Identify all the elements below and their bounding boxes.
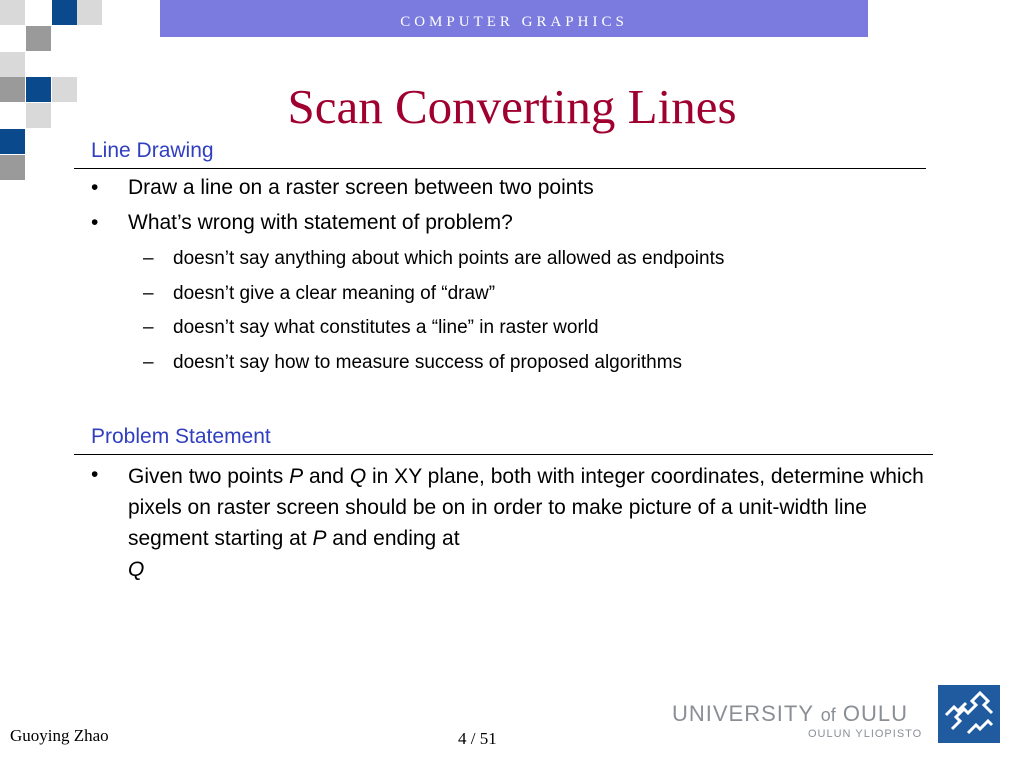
- bullet-marker: •: [91, 211, 99, 234]
- sub-bullet-text: doesn’t give a clear meaning of “draw”: [173, 283, 496, 304]
- sub-bullet-marker: –: [143, 317, 154, 338]
- section-heading-problem-statement: Problem Statement: [91, 425, 271, 448]
- banner-text: COMPUTER GRAPHICS: [400, 14, 628, 30]
- sub-bullet-text: doesn’t say anything about which points are allowed as endpoints: [173, 248, 725, 269]
- sub-bullet-marker: –: [143, 352, 154, 373]
- sub-bullet-marker: –: [143, 283, 154, 304]
- author-name: Guoying Zhao: [10, 726, 109, 745]
- university-word: UNIVERSITY: [672, 701, 814, 726]
- point-q: Q: [349, 465, 367, 488]
- text-run: and ending at: [326, 527, 460, 550]
- page-number: 4 / 51: [458, 729, 497, 748]
- university-name: [672, 701, 908, 727]
- sub-bullet-text: doesn’t say how to measure success of proposed algorithms: [173, 352, 683, 373]
- sub-bullet-text: doesn’t say what constitutes a “line” in raster world: [173, 317, 599, 338]
- university-oulu-logo-icon: [938, 685, 1000, 743]
- bullet-text: Draw a line on a raster screen between two points: [128, 176, 594, 199]
- point-p: P: [312, 527, 327, 550]
- header-banner: [160, 0, 868, 37]
- problem-statement-text: [128, 461, 928, 585]
- divider: [74, 168, 926, 169]
- university-oulu: OULU: [842, 701, 909, 726]
- section-heading-line-drawing: Line Drawing: [91, 139, 214, 162]
- text-run: in XY plane, both with integer coordinates, determine which pixels on raster screen should be on in order to make picture of a unit-width line segment starting at: [128, 465, 924, 550]
- sub-bullet-marker: –: [143, 248, 154, 269]
- text-run: Given two points: [128, 465, 290, 488]
- slide-title: Scan Converting Lines: [287, 79, 737, 134]
- university-subtitle: OULUN YLIOPISTO: [808, 728, 923, 740]
- bullet-marker: •: [91, 176, 99, 199]
- point-p: P: [289, 465, 304, 488]
- divider: [74, 454, 933, 455]
- point-q: Q: [128, 558, 145, 581]
- text-run: and: [303, 465, 350, 488]
- bullet-marker: •: [91, 463, 99, 486]
- university-of: of: [820, 705, 836, 725]
- bullet-text: What’s wrong with statement of problem?: [128, 211, 513, 234]
